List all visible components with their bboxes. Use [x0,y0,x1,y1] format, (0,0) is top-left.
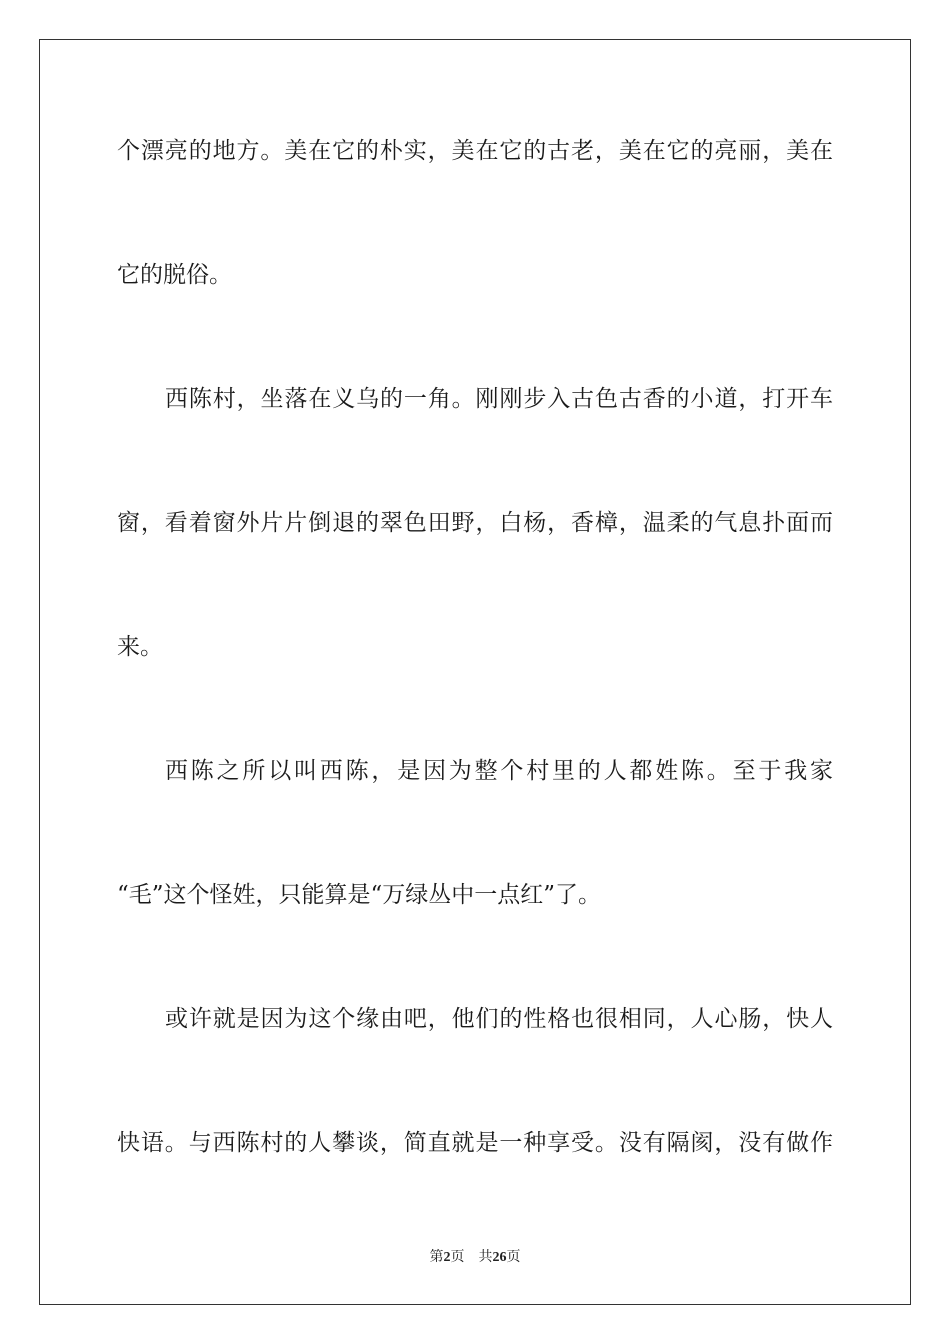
paragraph-first-line: 或许就是因为这个缘由吧，他们的性格也很相同，人心肠，快人 [165,1006,833,1032]
body-text-line: 它的脱俗。 [117,262,232,288]
total-label-suffix: 页 [506,1249,521,1265]
page-label-suffix: 页 [450,1249,465,1265]
page-number: 2 [443,1250,451,1265]
body-text-line: 个漂亮的地方。美在它的朴实，美在它的古老，美在它的亮丽，美在 [117,138,833,164]
paragraph-first-line: 西陈之所以叫西陈，是因为整个村里的人都姓陈。至于我家 [165,758,833,784]
body-text-line: “毛”这个怪姓，只能算是“万绿丛中一点红”了。 [117,882,602,908]
page-label-prefix: 第 [429,1249,444,1265]
page-border [39,39,911,1305]
total-label-prefix: 共 [478,1249,493,1265]
body-text-line: 来。 [117,634,163,660]
body-text-line: 窗，看着窗外片片倒退的翠色田野，白杨，香樟，温柔的气息扑面而 [117,510,833,536]
total-pages: 26 [492,1250,507,1265]
page-footer [0,1247,950,1268]
body-text-line: 快语。与西陈村的人攀谈，简直就是一种享受。没有隔阂，没有做作 [117,1130,833,1156]
paragraph-first-line: 西陈村，坐落在义乌的一角。刚刚步入古色古香的小道，打开车 [165,386,833,412]
